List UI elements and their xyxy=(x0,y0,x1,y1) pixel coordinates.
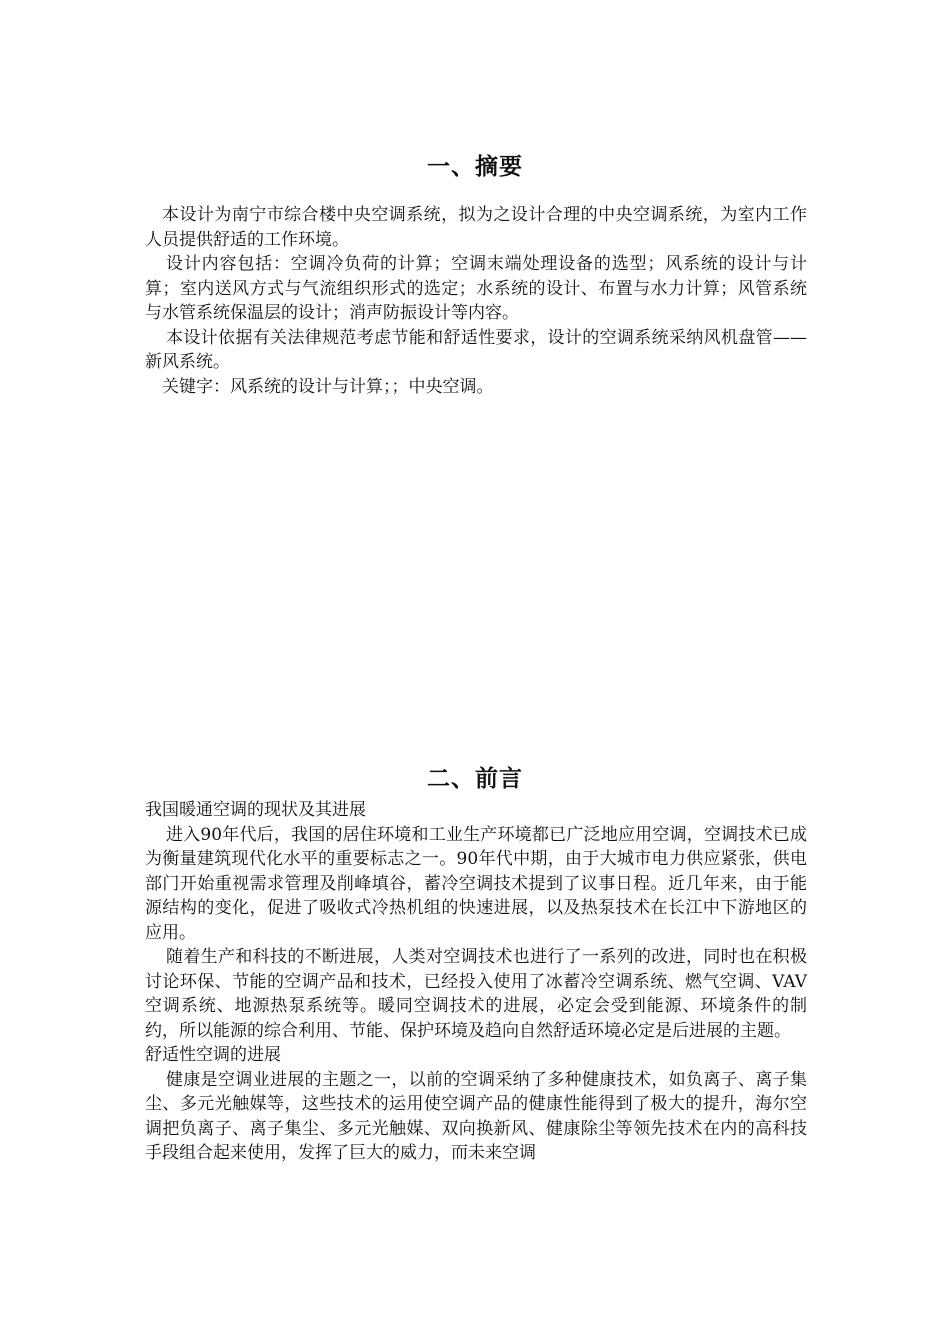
preface-paragraph: 进入90年代后，我国的居住环境和工业生产环境都已广泛地应用空调，空调技术已成为衡量建筑现代化水平的重要标志之一。90年代中期，由于大城市电力供应紧张，供电部门开始重视需求管理及削峰填谷，蓄冷空调技术提到了议事日程。近几年来，由于能源结构的变化，促进了吸收式冷热机组的快速进展，以及热泵技术在长江中下游地区的应用。 xyxy=(145,824,807,943)
preface-section xyxy=(145,798,807,1166)
preface-paragraph: 随着生产和科技的不断进展，人类对空调技术也进行了一系列的改进，同时也在积极讨论环保、节能的空调产品和技术，已经投入使用了冰蓄冷空调系统、燃气空调、VAV空调系统、地源热泵系统等。暖同空调技术的进展，必定会受到能源、环境条件的制约，所以能源的综合利用、节能、保护环境及趋向自然舒适环境必定是后进展的主题。 xyxy=(145,947,807,1041)
abstract-heading: 一、摘要 xyxy=(427,154,523,180)
preface-heading: 二、前言 xyxy=(427,766,523,792)
abstract-paragraph: 本设计为南宁市综合楼中央空调系统，拟为之设计合理的中央空调系统，为室内工作人员提供舒适的工作环境。 xyxy=(145,205,807,250)
abstract-paragraph: 本设计依据有关法律规范考虑节能和舒适性要求，设计的空调系统采纳风机盘管——新风系统。 xyxy=(145,327,807,372)
preface-subtitle: 我国暖通空调的现状及其进展 xyxy=(145,800,366,820)
preface-paragraph: 健康是空调业进展的主题之一，以前的空调采纳了多种健康技术，如负离子、离子集尘、多元光触媒等，这些技术的运用使空调产品的健康性能得到了极大的提升，海尔空调把负离子、离子集尘、多元光触媒、双向换新风、健康除尘等领先技术在内的高科技手段组合起来使用，发挥了巨大的威力，而未来空调 xyxy=(145,1069,807,1163)
keywords-line: 关键字：风系统的设计与计算；；中央空调。 xyxy=(162,376,494,397)
abstract-section xyxy=(145,203,807,399)
preface-subtitle: 舒适性空调的进展 xyxy=(145,1045,281,1065)
abstract-paragraph: 设计内容包括：空调冷负荷的计算；空调末端处理设备的选型；风系统的设计与计算；室内送风方式与气流组织形式的选定；水系统的设计、布置与水力计算；风管系统与水管系统保温层的设计；消声防振设计等内容。 xyxy=(145,254,807,323)
